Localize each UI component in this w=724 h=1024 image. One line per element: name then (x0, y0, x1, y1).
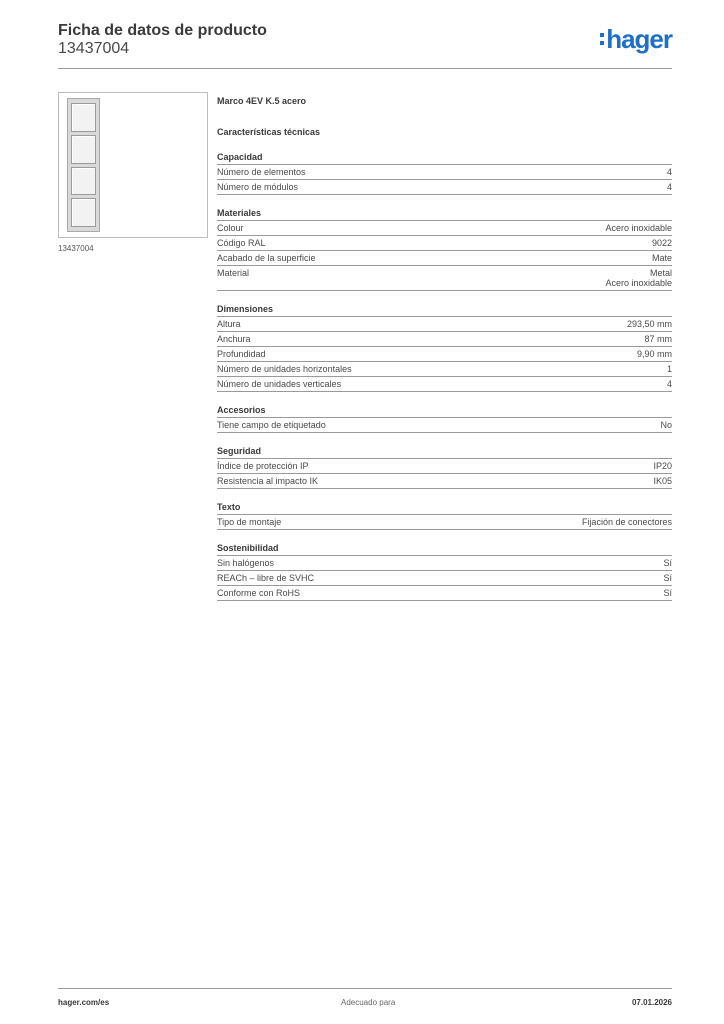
spec-value: Sí (663, 588, 672, 598)
document-title: Ficha de datos de producto (58, 22, 267, 39)
spec-row (217, 180, 672, 195)
spec-row (217, 515, 672, 530)
spec-section (217, 446, 672, 489)
spec-value: Fijación de conectores (581, 517, 672, 527)
spec-value: Metal Acero inoxidable (605, 268, 672, 288)
spec-row (217, 418, 672, 433)
spec-row (217, 474, 672, 489)
spec-row (217, 459, 672, 474)
spec-label: Sin halógenos (217, 558, 275, 568)
spec-section (217, 152, 672, 195)
spec-value: No (660, 420, 672, 430)
section-title: Materiales (217, 208, 672, 221)
spec-row (217, 332, 672, 347)
spec-label: Conforme con RoHS (217, 588, 301, 598)
spec-row (217, 221, 672, 236)
footer-suitable-for: Adecuado para (341, 998, 396, 1007)
spec-content (217, 96, 672, 601)
spec-row (217, 165, 672, 180)
spec-row (217, 251, 672, 266)
spec-value: Mate (651, 253, 672, 263)
spec-value: Acero inoxidable (605, 223, 672, 233)
spec-row (217, 266, 672, 291)
logo-dots-icon (600, 33, 604, 45)
spec-label: Acabado de la superficie (217, 253, 316, 263)
spec-section (217, 304, 672, 392)
spec-label: Tipo de montaje (217, 517, 282, 527)
spec-label: Colour (217, 223, 244, 233)
spec-value: 293,50 mm (626, 319, 672, 329)
page-header (58, 22, 267, 58)
header-divider (58, 68, 672, 69)
spec-value: Sí (663, 558, 672, 568)
spec-label: Código RAL (217, 238, 266, 248)
spec-label: Número de unidades horizontales (217, 364, 352, 374)
section-title: Sostenibilidad (217, 543, 672, 556)
spec-value: 9022 (651, 238, 672, 248)
spec-sections (217, 152, 672, 601)
logo-text: hager (606, 24, 672, 54)
section-title: Texto (217, 502, 672, 515)
spec-value: 9,90 mm (636, 349, 672, 359)
product-name: Marco 4EV K.5 acero (217, 96, 307, 106)
footer-date: 07.01.2026 (631, 998, 672, 1007)
spec-value: Sí (663, 573, 672, 583)
spec-value: IP20 (653, 461, 672, 471)
spec-section (217, 405, 672, 433)
spec-value: 1 (666, 364, 672, 374)
section-title: Accesorios (217, 405, 672, 418)
spec-value: 4 (666, 167, 672, 177)
spec-label: Número de elementos (217, 167, 306, 177)
spec-row (217, 556, 672, 571)
spec-section (217, 502, 672, 530)
document-number: 13437004 (58, 40, 130, 57)
spec-label: Anchura (217, 334, 251, 344)
spec-row (217, 586, 672, 601)
spec-row (217, 236, 672, 251)
spec-label: Resistencia al impacto IK (217, 476, 319, 486)
product-image (58, 92, 208, 238)
spec-label: Material (217, 268, 250, 278)
footer-website: hager.com/es (58, 998, 110, 1007)
technical-characteristics-title: Características técnicas (217, 127, 321, 137)
section-title: Seguridad (217, 446, 672, 459)
spec-row (217, 377, 672, 392)
frame-4-gang-icon (67, 98, 100, 232)
section-title: Dimensiones (217, 304, 672, 317)
spec-row (217, 571, 672, 586)
spec-value: 4 (666, 379, 672, 389)
spec-value: 4 (666, 182, 672, 192)
image-caption: 13437004 (58, 244, 94, 253)
spec-label: Índice de protección IP (217, 461, 309, 471)
spec-section (217, 208, 672, 291)
hager-logo (600, 26, 672, 52)
section-title: Capacidad (217, 152, 672, 165)
spec-label: Profundidad (217, 349, 266, 359)
spec-section (217, 543, 672, 601)
spec-row (217, 362, 672, 377)
spec-value: IK05 (653, 476, 672, 486)
spec-label: Tiene campo de etiquetado (217, 420, 326, 430)
spec-label: Número de unidades verticales (217, 379, 342, 389)
spec-row (217, 347, 672, 362)
spec-value: 87 mm (644, 334, 672, 344)
footer-divider (58, 988, 672, 989)
spec-label: Altura (217, 319, 241, 329)
spec-label: Número de módulos (217, 182, 299, 192)
spec-label: REACh – libre de SVHC (217, 573, 315, 583)
spec-row (217, 317, 672, 332)
